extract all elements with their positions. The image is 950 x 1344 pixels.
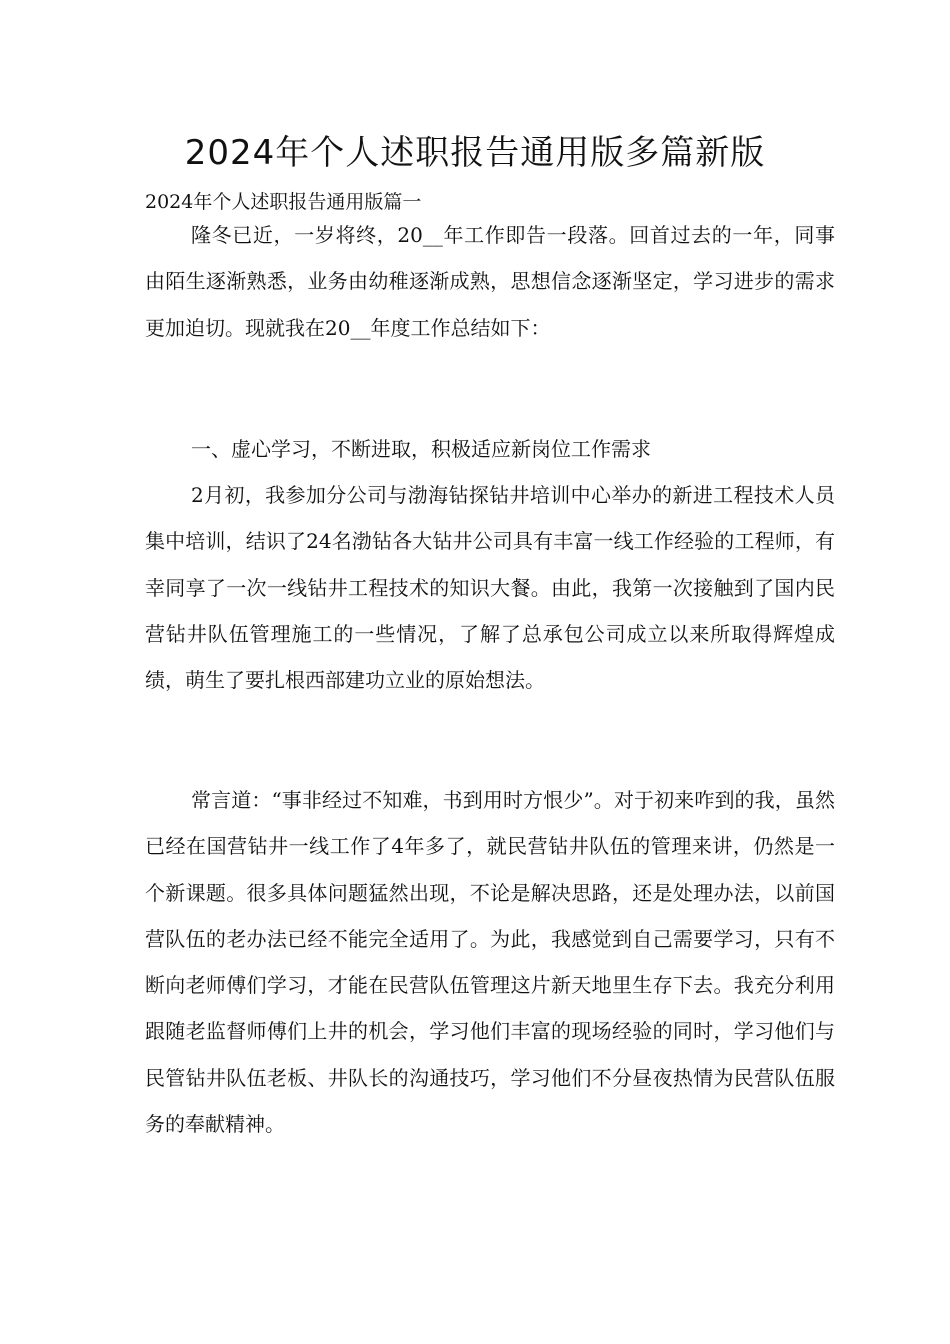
paragraph-learning: 常言道：“事非经过不知难，书到用时方恨少”。对于初来咋到的我，虽然已经在国营钻井一线工作了4年多了，就民营钻井队伍的管理来讲，仍然是一个新课题。很多具体问题猛然出现，不论是解决思路，还是处理办法，以前国营队伍的老办法已经不能完全适用了。为此，我感觉到自己需要学习，只有不断向老师傅们学习，才能在民营队伍管理这片新天地里生存下去。我充分利用跟随老监督师傅们上井的机会，学习他们丰富的现场经验的同时，学习他们与民管钻井队伍老板、井队长的沟通技巧，学习他们不分昼夜热情为民营队伍服务的奉献精神。 xyxy=(145,788,835,1137)
paragraph-intro: 隆冬已近，一岁将终，20__年工作即告一段落。回首过去的一年，同事由陌生逐渐熟悉，业务由幼稚逐渐成熟，思想信念逐渐坚定，学习进步的需求更加迫切。现就我在20__年度工作总结如下： xyxy=(145,223,835,340)
section-subtitle: 2024年个人述职报告通用版篇一 xyxy=(145,191,422,213)
document-title: 2024年个人述职报告通用版多篇新版 xyxy=(184,133,766,173)
paragraph-training: 2月初，我参加分公司与渤海钻探钻井培训中心举办的新进工程技术人员集中培训，结识了24名渤钻各大钻井公司具有丰富一线工作经验的工程师，有幸同享了一次一线钻井工程技术的知识大餐。由此，我第一次接触到了国内民营钻井队伍管理施工的一些情况，了解了总承包公司成立以来所取得辉煌成绩，萌生了要扎根西部建功立业的原始想法。 xyxy=(145,483,835,693)
section-heading: 一、虚心学习，不断进取，积极适应新岗位工作需求 xyxy=(191,437,651,461)
